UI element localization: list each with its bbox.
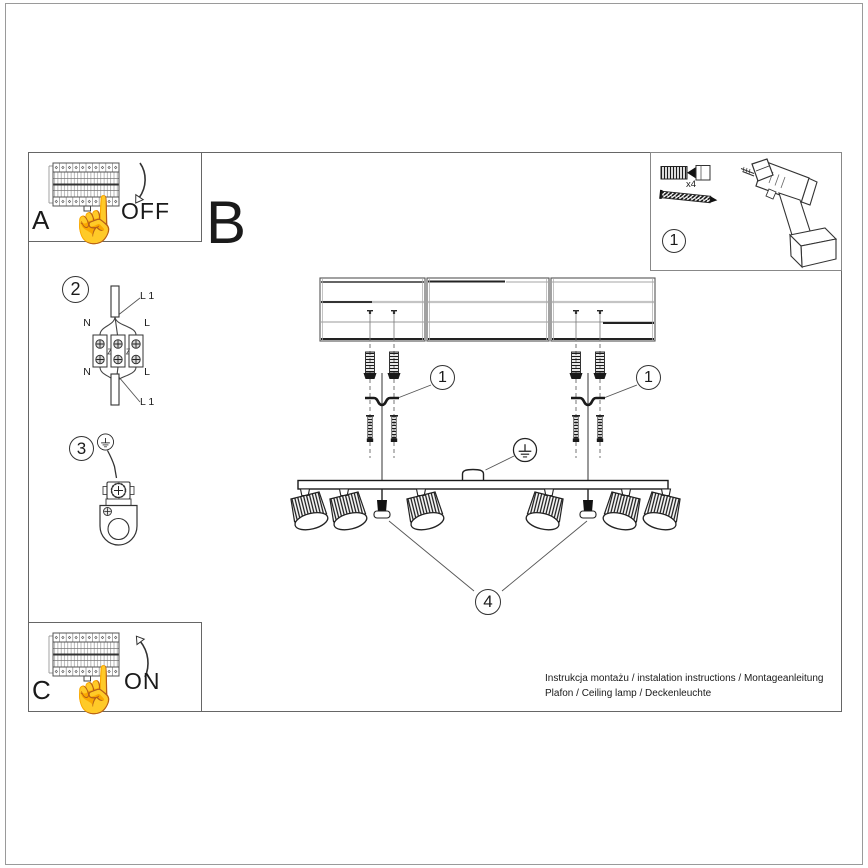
wire-label-n-top: N: [83, 317, 91, 329]
section-label-b: B: [206, 189, 247, 256]
step-marker-3: 3: [69, 436, 94, 461]
mount-assembly-right: [570, 344, 607, 481]
step-marker-2: 2: [62, 276, 89, 303]
hand-icon: ☝: [67, 194, 124, 245]
wire-label-l1-bottom: L 1: [140, 396, 155, 408]
leader-lines: [117, 298, 637, 591]
section-label-c: C: [32, 675, 51, 705]
step-marker-1-tools: 1: [662, 229, 686, 253]
wire-label-l-top: L: [144, 317, 150, 329]
wall-plug-part: [661, 166, 710, 181]
hand-icon: ☝: [67, 664, 124, 715]
ceiling-panels: [320, 278, 655, 341]
screw-part: [659, 190, 718, 205]
footer-line-1: Instrukcja montażu / instalation instructions / Montageanleitung: [545, 673, 824, 684]
wire-label-n-bottom: N: [83, 366, 91, 378]
breaker-state-on: ON: [124, 668, 161, 694]
section-label-a: A: [32, 205, 50, 235]
mount-assembly-left: [364, 344, 401, 481]
step-marker-1-right: 1: [636, 365, 661, 390]
footer-caption: [545, 672, 824, 701]
wire-label-l1-top: L 1: [140, 290, 155, 302]
step-marker-4: 4: [475, 589, 501, 615]
footer-line-2: Plafon / Ceiling lamp / Deckenleuchte: [545, 687, 712, 699]
wire-label-l-bottom: L: [144, 366, 150, 378]
drill-icon: [741, 159, 836, 267]
anchor-quantity: x4: [685, 179, 697, 190]
lamp-bar: [289, 438, 683, 532]
wiring-diagram: [93, 286, 143, 405]
breaker-state-off: OFF: [121, 198, 170, 224]
arrow-down-icon: [136, 163, 145, 203]
ground-bracket-diagram: [97, 434, 137, 545]
step-marker-1-left: 1: [430, 365, 455, 390]
